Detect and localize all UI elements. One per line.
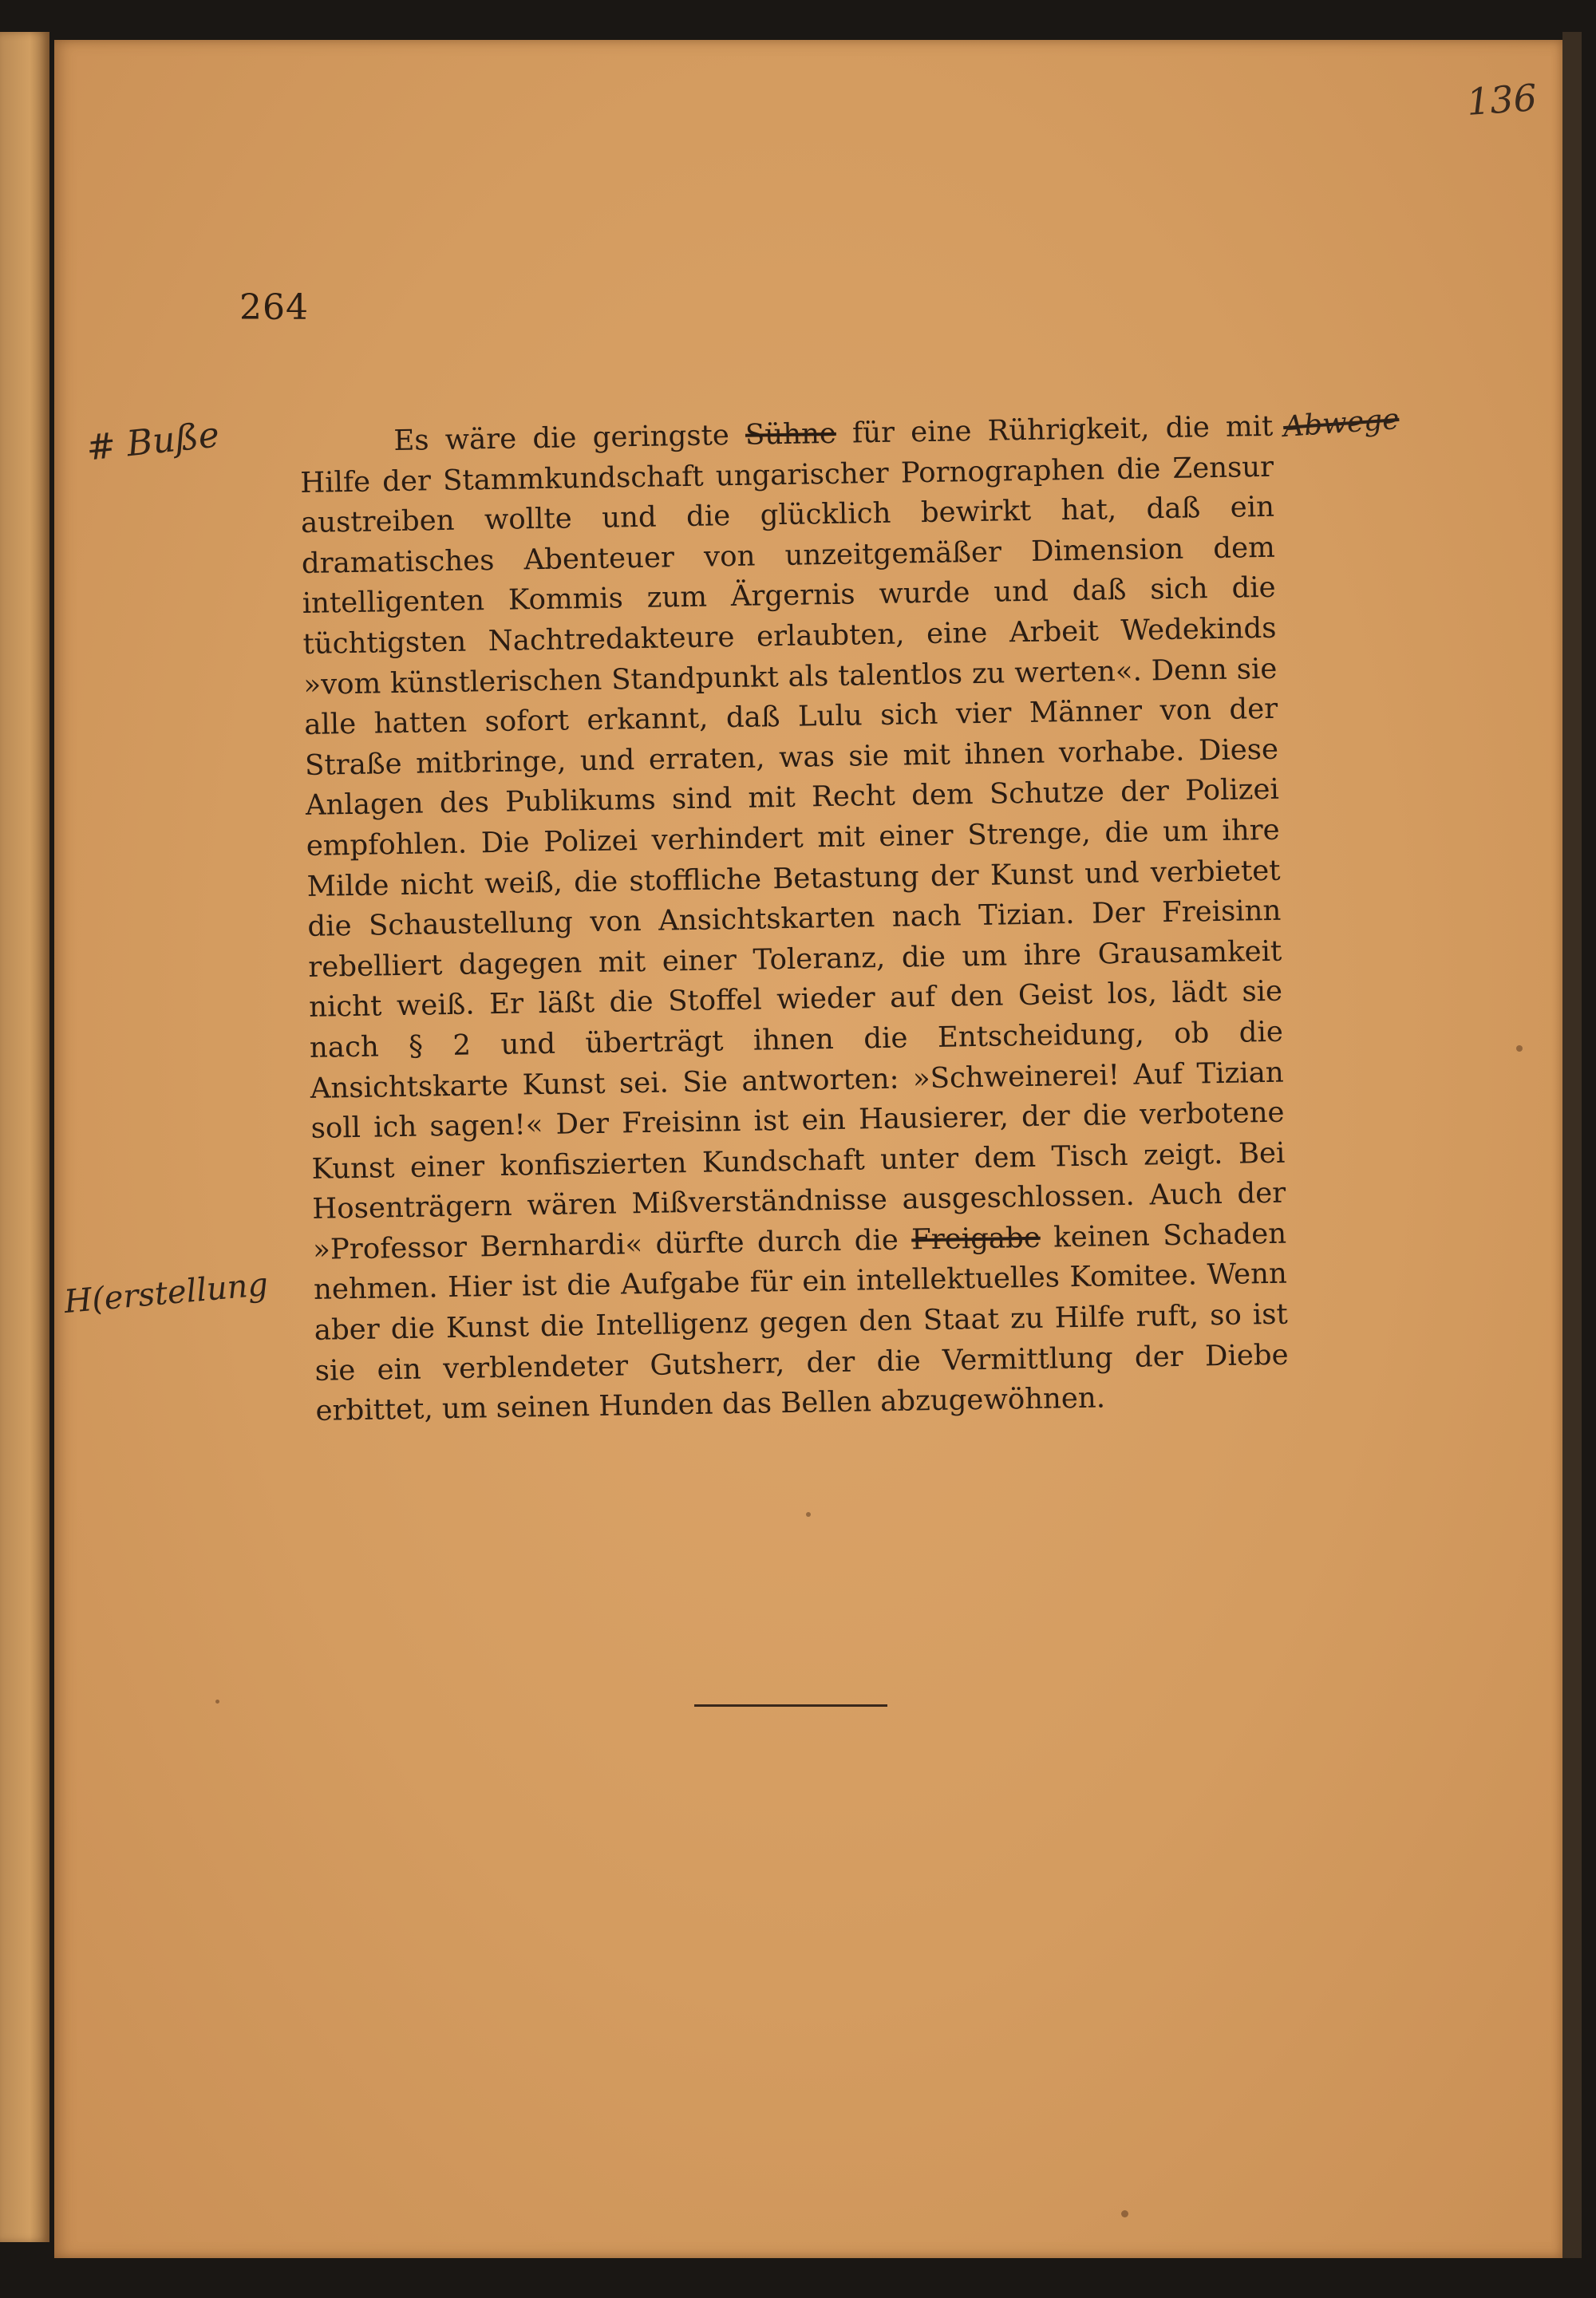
archive-folio-number: 136 [1465, 76, 1539, 124]
left-page-edge [0, 32, 49, 2242]
paper-speck [1121, 2210, 1128, 2217]
struck-word: Sühne [745, 417, 837, 452]
handwritten-margin-note: # Buße [84, 414, 222, 469]
text-run: Es wäre die geringste [393, 418, 746, 458]
body-paragraph [299, 407, 1290, 1432]
section-divider-rule [694, 1704, 887, 1707]
binding-strip [1562, 32, 1582, 2258]
page-number: 264 [239, 287, 309, 328]
handwritten-margin-note: H(erstellung [62, 1265, 270, 1321]
text-run: für eine Rührigkeit, die mit Hilfe der Stammkundschaft ungarischer Pornographen die Zensur austreiben wollte und die glücklich bewirkt hat, daß ein dramatisches Abenteuer von unzeitgemäßer Dimension dem intelligenten Kommis zum Ärgernis wurde und daß sich die tüchtigsten Nachtredakteure erlaubten, eine Arbeit Wedekinds »vom künstlerischen Standpunkt als talentlos zu werten«. Denn sie alle hatten sofort erkannt, daß Lulu sich vier Männer von der Straße mitbringe, und erraten, was sie mit ihnen vorhabe. Diese Anlagen des Publikums sind mit Recht dem Schutze der Polizei empfohlen. Die Polizei verhindert mit einer Strenge, die um ihre Milde nicht weiß, die stoffliche Betastung der Kunst und verbietet die Schaustellung von Ansichtskarten nach Tizian. Der Freisinn rebelliert dagegen mit einer Toleranz, die um ihre Grausamkeit nicht weiß. Er läßt die Stoffel wieder auf den Geist los, lädt sie nach § 2 und überträgt ihnen die Entscheidung, ob die Ansichtskarte Kunst sei. Sie antworten: »Schweinerei! Auf Tizian soll ich sagen!« Der Freisinn ist ein Hausierer, der die verbotene Kunst einer konfiszierten Kundschaft unter dem Tisch zeigt. Bei Hosenträgern wären Mißverständnisse ausgeschlossen. Auch der »Professor Bernhardi« dürfte durch die [299, 409, 1286, 1266]
paper-speck [1516, 1045, 1523, 1052]
handwritten-margin-note-struck: Abwege [1282, 402, 1400, 444]
text-run: keinen Schaden nehmen. Hier ist die Aufgabe für ein intellektuelles Komitee. Wenn aber die Kunst die Intelligenz gegen den Staat zu Hilfe ruft, so ist sie ein verblendeter Gutsherr, der die Vermittlung der Diebe erbittet, um seinen Hunden das Bellen abzugewöhnen. [313, 1217, 1289, 1428]
paper-speck [806, 1512, 811, 1517]
struck-word: Freigabe [911, 1221, 1041, 1257]
paper-speck [215, 1700, 219, 1704]
